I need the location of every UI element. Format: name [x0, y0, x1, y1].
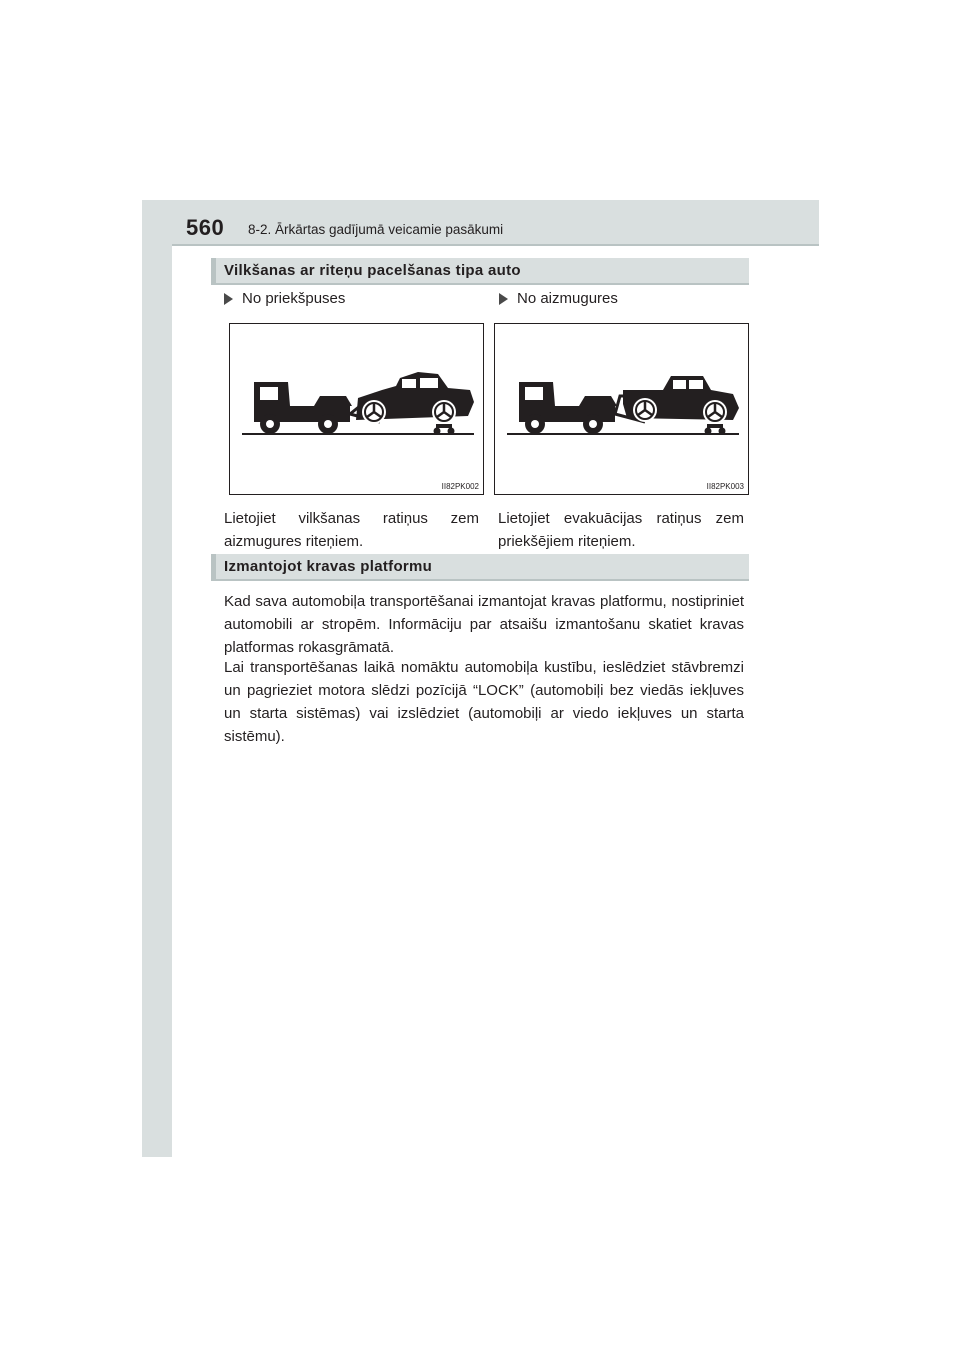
tow-truck-rear-lift-icon	[495, 324, 748, 494]
section-heading-marker	[211, 258, 216, 285]
header-rule	[172, 244, 819, 246]
section-heading-flatbed	[211, 554, 749, 581]
figure-tow-rear	[494, 323, 749, 495]
triangle-bullet-icon	[499, 293, 508, 305]
paragraph: Kad sava automobiļa transportēšanai izmantojat kravas platformu, nostipriniet automobili ar stropēm. Informāciju par atsaišu izmantošanu skatiet kravas platformas rokasgrāmatā.	[224, 593, 744, 656]
section-heading-marker	[211, 554, 216, 581]
figure-tow-front	[229, 323, 484, 495]
subheading-rear-text: No aizmugures	[517, 290, 618, 307]
side-band	[142, 200, 172, 1157]
section-heading-text: Vilkšanas ar riteņu pacelšanas tipa auto	[224, 262, 521, 279]
page-number: 560	[186, 215, 225, 240]
section-heading-text: Izmantojot kravas platformu	[224, 558, 433, 575]
subheading-front-text: No priekšpuses	[242, 290, 346, 307]
tow-truck-front-lift-icon	[230, 324, 483, 494]
caption-front: Lietojiet vilkšanas ratiņus zem aizmugures riteņiem.	[224, 510, 479, 550]
subheading-rear	[499, 290, 618, 307]
figure-code: II82PK002	[441, 482, 479, 491]
chapter-title: 8-2. Ārkārtas gadījumā veicamie pasākumi	[248, 222, 504, 237]
caption-rear: Lietojiet evakuācijas ratiņus zem priekšējiem riteņiem.	[498, 510, 744, 550]
paragraph: Lai transportēšanas laikā nomāktu automobiļa kustību, ieslēdziet stāvbremzi un pagrieziet motora slēdzi pozīcijā “LOCK” (automobiļi bez viedās iekļuves un starta sistēmas) vai izslēdziet (automobiļi ar viedo iekļuves un starta sistēmu).	[224, 659, 744, 745]
figure-code: II82PK003	[706, 482, 744, 491]
section-heading-wheel-lift	[211, 258, 749, 285]
subheading-front	[224, 290, 345, 307]
triangle-bullet-icon	[224, 293, 233, 305]
